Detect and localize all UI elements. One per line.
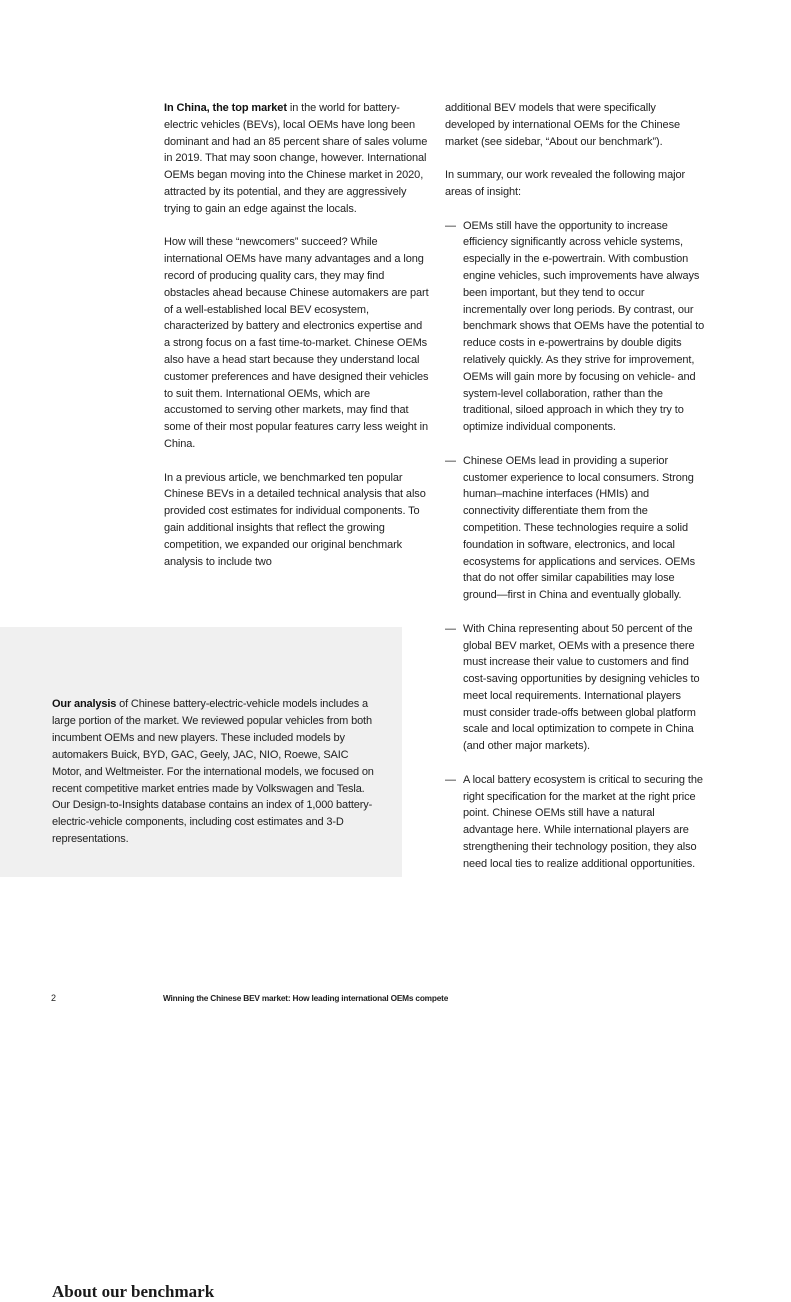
right-column (445, 100, 707, 889)
newcomers-paragraph: How will these “newcomers” succeed? While international OEMs have many advantages and a long record of producing quality cars, they may find obstacles ahead because Chinese automakers are part of a well-established local BEV ecosystem, characterized by battery and electronics expertise and a strong focus on a fast time-to-market. Chinese OEMs also have a head start because they understand local customer preferences and have designed their vehicles to suit them. International OEMs, which are accustomed to serving other markets, may find that some of their most popular features carry less weight in China. (164, 236, 429, 450)
insight-text: OEMs still have the opportunity to increase efficiency significantly across vehicle systems, especially in the e-powertrain. With combustion engine vehicles, such improvements have always been important, but they tend to occur incrementally over long periods. By contrast, our benchmark shows that OEMs have the potential to reduce costs in e-powertrains by double digits relatively quickly. As they strive for improvement, OEMs will gain more by focusing on vehicle- and system-level collaboration, rather than the traditional, siloed approach in which they try to optimize individual components. (463, 219, 705, 434)
intro-paragraph (164, 100, 430, 218)
sidebar-text: of Chinese battery-electric-vehicle models includes a large portion of the market. We reviewed popular vehicles from both incumbent OEMs and new players. These included models by automakers Buick, BYD, GAC, Geely, JAC, NIO, Roewe, SAIC Motor, and Weltmeister. For the international models, we focused on recent competitive market entries made by Volkswagen and Tesla. Our Design-to-Insights database contains an index of 1,000 battery-electric-vehicle components, including cost estimates and 3-D representations. (52, 698, 374, 846)
insight-item (445, 772, 707, 873)
previous-article-paragraph: In a previous article, we benchmarked ten popular Chinese BEVs in a detailed technical analysis that also provided cost estimates for individual components. To gain additional insights that reflect the growing competition, we expanded our original benchmark analysis to include two (164, 471, 426, 568)
insight-text: A local battery ecosystem is critical to securing the right specification for the market at the right price point. Chinese OEMs still have a natural advantage here. While international players are strengthening their technology position, they also need local ties to realize additional opportunities. (463, 773, 703, 870)
page-number: 2 (51, 993, 57, 1003)
bullet-dash: — (445, 219, 456, 232)
continuation-paragraph: additional BEV models that were specifically developed by international OEMs for the Chinese market (see sidebar, “About our benchmark”). (445, 102, 680, 148)
insight-item (445, 453, 707, 604)
intro-body: in the world for battery-electric vehicles (BEVs), local OEMs have long been dominant and had an 85 percent share of sales volume in 2019. That may soon change, however. International OEMs began moving into the Chinese market in 2020, attracted by its potential, and they are aggressively trying to gain an edge against the locals. (164, 102, 428, 215)
running-footer-title: Winning the Chinese BEV market: How leading international OEMs compete (163, 993, 449, 1003)
insight-item (445, 621, 707, 755)
left-column (164, 100, 430, 570)
sidebar-body (52, 696, 380, 848)
bullet-dash: — (445, 454, 456, 467)
insight-text: Chinese OEMs lead in providing a superior customer experience to local consumers. Strong human–machine interfaces (HMIs) and connectivity differentiate them from the competition. These technologies require a solid foundation in software, electronics, and local ecosystems for applications and services. OEMs that do not offer similar capabilities may lose ground—first in China and eventually globally. (463, 454, 695, 602)
insight-item (445, 218, 707, 436)
insight-text: With China representing about 50 percent of the global BEV market, OEMs with a presence there must increase their value to customers and find cost-saving opportunities by designing vehicles to meet local requirements. International players must consider trade-offs between global platform scale and local optimization to compete in China (and other major markets). (463, 622, 700, 753)
insight-list (445, 218, 707, 873)
bullet-dash: — (445, 622, 456, 635)
intro-lead: In China, the top market (164, 102, 287, 114)
summary-paragraph: In summary, our work revealed the following major areas of insight: (445, 169, 686, 198)
sidebar-title: About our benchmark (52, 1282, 215, 1301)
sidebar-lead: Our analysis (52, 698, 117, 710)
bullet-dash: — (445, 773, 456, 786)
